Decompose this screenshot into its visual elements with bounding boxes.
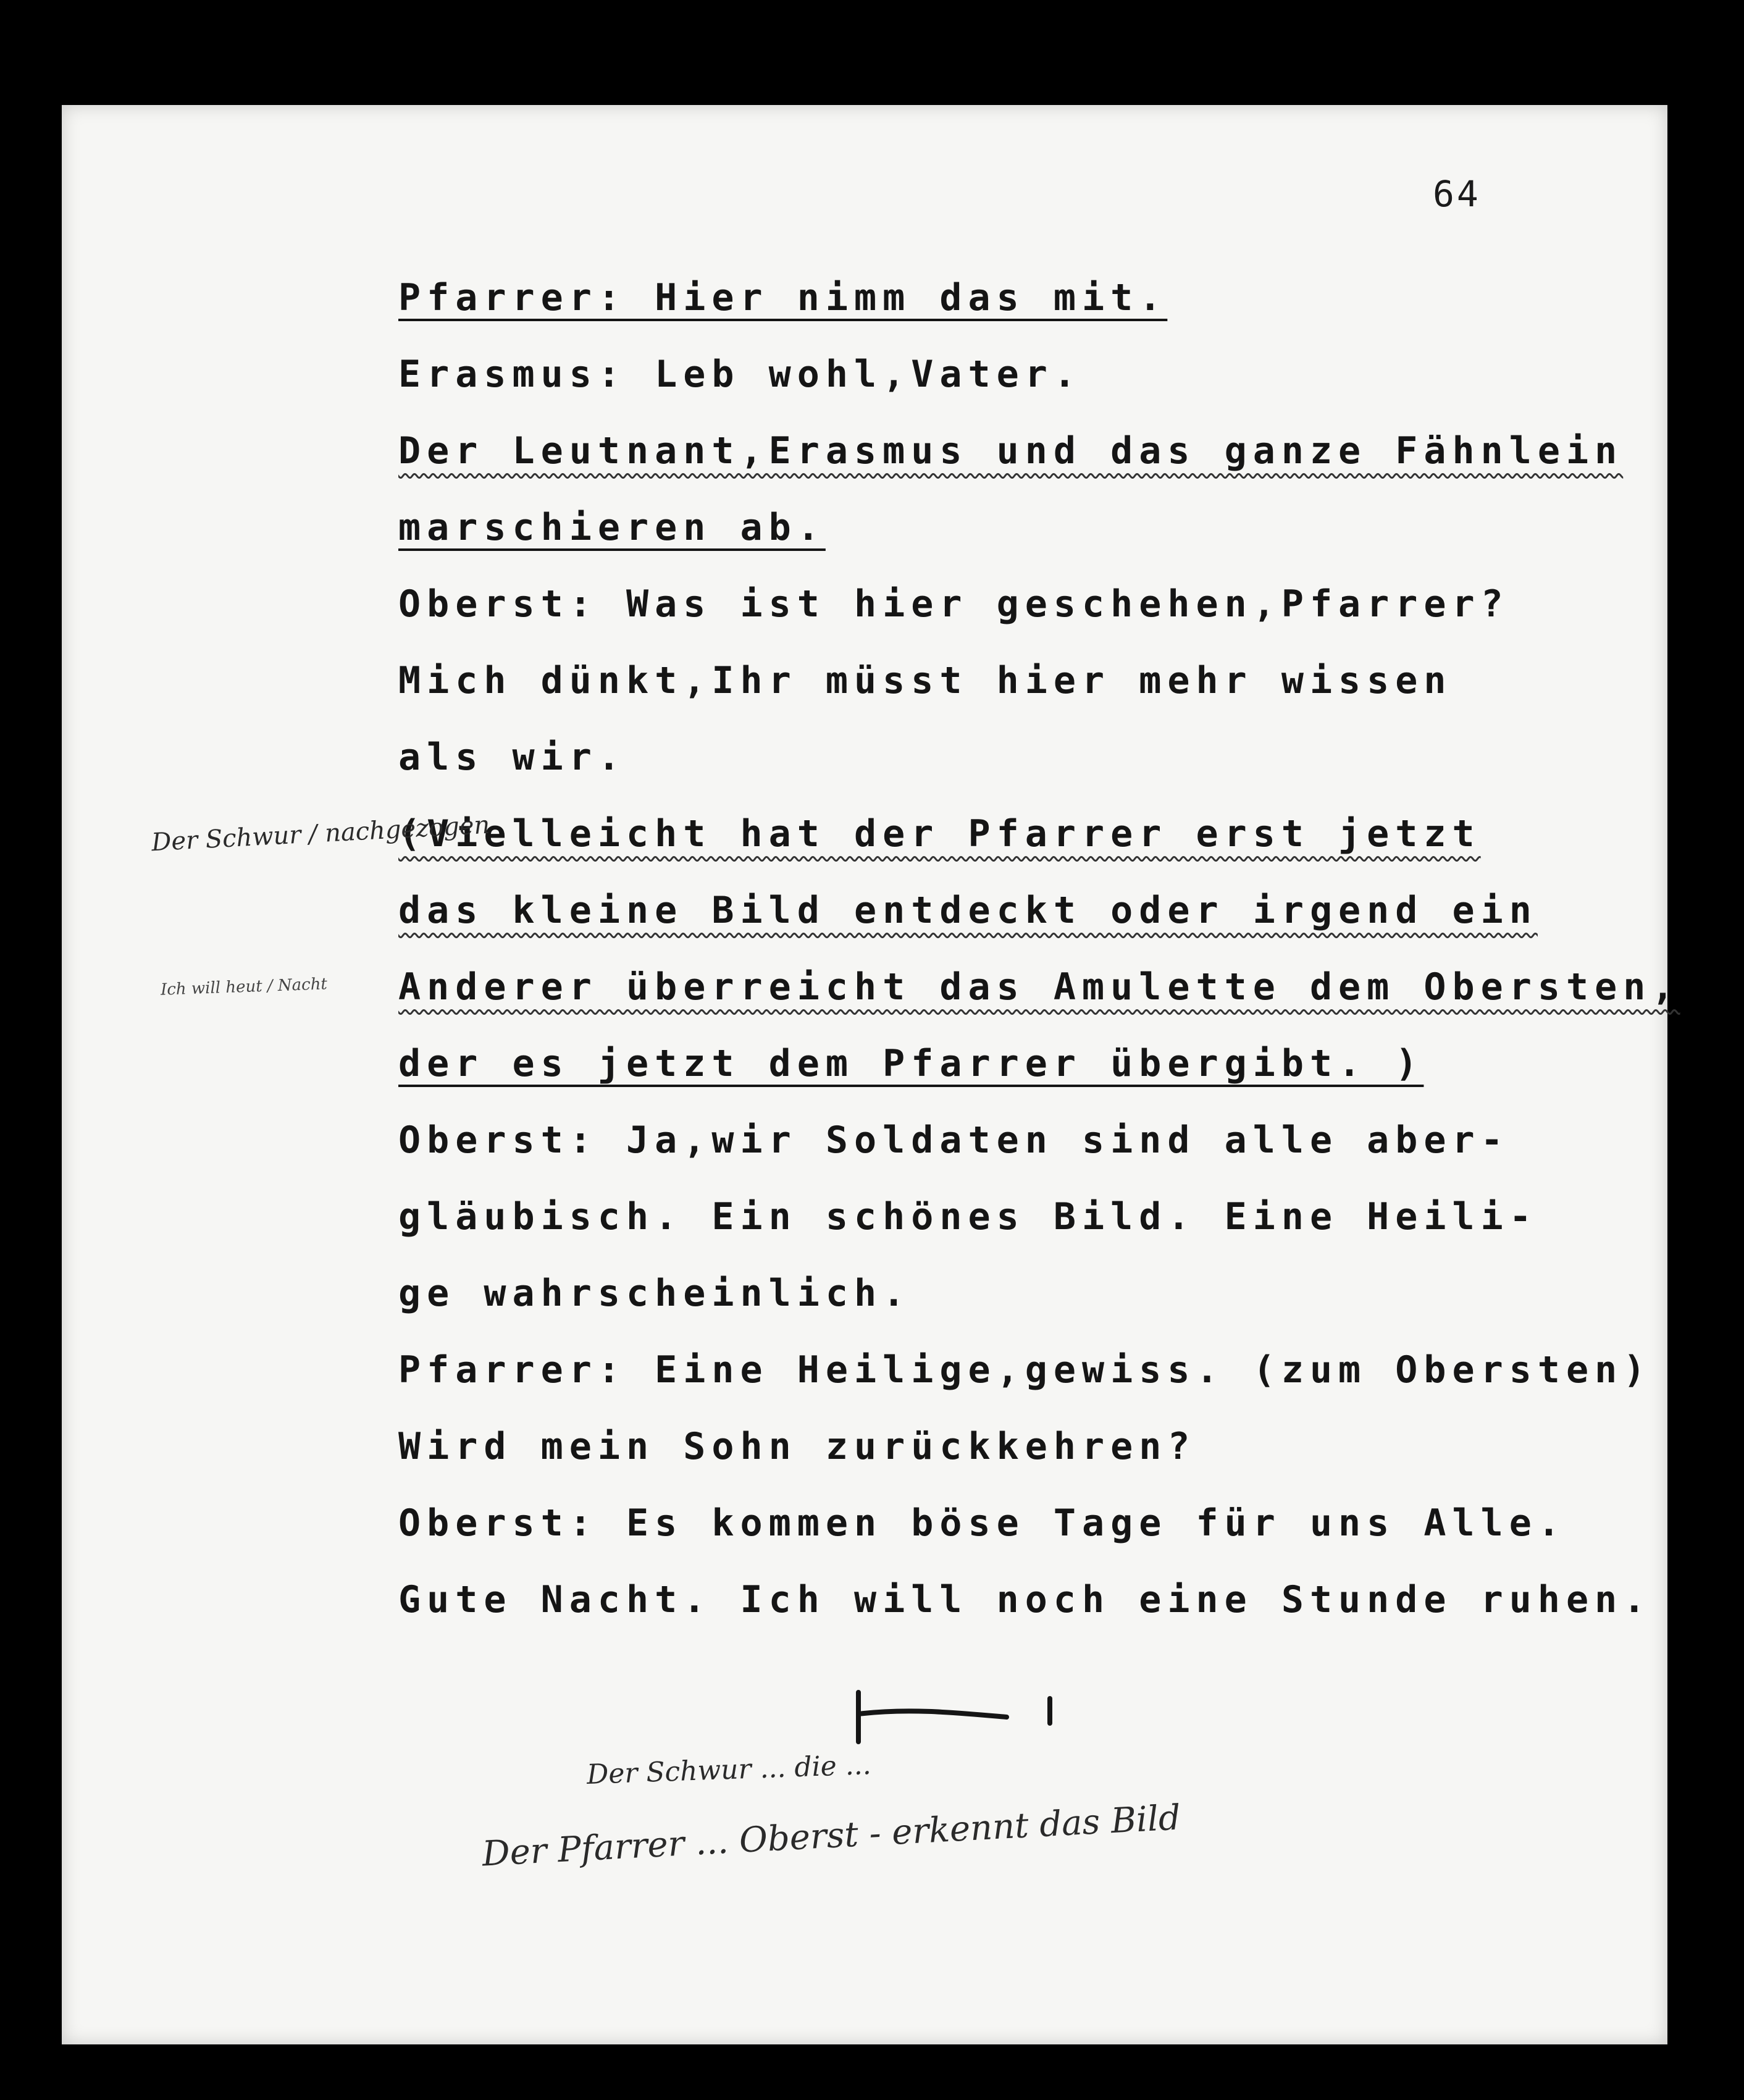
text-line: [398, 413, 1624, 489]
text-line-content: Anderer überreicht das Amulette dem Obersten,: [398, 965, 1680, 1009]
text-line-content: ge wahrscheinlich.: [398, 1272, 912, 1315]
page-number: 64: [1433, 173, 1481, 215]
script-text: [398, 259, 1680, 1638]
text-line-content: Der Leutnant,Erasmus und das ganze Fähnlein: [398, 429, 1624, 472]
text-line-content: Pfarrer: Eine Heilige,gewiss. (zum Obersten): [398, 1348, 1652, 1392]
text-line-content: Gute Nacht. Ich will noch eine Stunde ruhen.: [398, 1578, 1652, 1621]
text-line: [398, 336, 1609, 413]
text-line-content: Oberst: Ja,wir Soldaten sind alle aber-: [398, 1119, 1509, 1162]
text-line-content: Wird mein Sohn zurückkehren?: [398, 1425, 1196, 1468]
text-line: [398, 949, 1680, 1025]
text-line: [398, 1408, 1609, 1485]
text-line: [398, 719, 1609, 796]
text-line-content: marschieren ab.: [398, 506, 826, 549]
text-line-content: das kleine Bild entdeckt oder irgend ein: [398, 889, 1538, 932]
text-line: [398, 642, 1609, 719]
text-line-content: (Vielleicht hat der Pfarrer erst jetzt: [398, 812, 1481, 855]
handwritten-bottom-note: Der Schwur ... die ...: [586, 1749, 872, 1791]
text-line-content: Pfarrer: Hier nimm das mit.: [398, 276, 1168, 319]
text-line-content: gläubisch. Ein schönes Bild. Eine Heili-: [398, 1195, 1538, 1238]
text-line: [398, 1332, 1652, 1408]
text-line: [398, 259, 1609, 336]
text-line: [398, 1255, 1609, 1332]
text-line: [398, 1178, 1609, 1255]
end-of-scene-mark: [852, 1689, 1062, 1745]
text-line: [398, 796, 1609, 872]
handwritten-margin-note: Der Schwur / nachgezogen: [151, 810, 491, 857]
text-line-content: als wir.: [398, 736, 626, 779]
text-line-content: Oberst: Es kommen böse Tage für uns Alle.: [398, 1502, 1567, 1545]
text-line-content: Oberst: Was ist hier geschehen,Pfarrer?: [398, 582, 1509, 626]
text-line: [398, 566, 1609, 642]
text-line: [398, 1561, 1652, 1638]
handwritten-bottom-note: Der Pfarrer ... Oberst - erkennt das Bild: [481, 1797, 1182, 1875]
text-line-content: der es jetzt dem Pfarrer übergibt. ): [398, 1042, 1424, 1085]
text-line: [398, 1025, 1609, 1102]
text-line-content: Erasmus: Leb wohl,Vater.: [398, 353, 1082, 396]
text-line: [398, 1485, 1609, 1561]
text-line-content: Mich dünkt,Ihr müsst hier mehr wissen: [398, 659, 1453, 702]
text-line: [398, 872, 1609, 949]
text-line: [398, 1102, 1609, 1178]
text-line: [398, 489, 1609, 566]
handwritten-margin-note-small: Ich will heut / Nacht: [160, 975, 328, 999]
